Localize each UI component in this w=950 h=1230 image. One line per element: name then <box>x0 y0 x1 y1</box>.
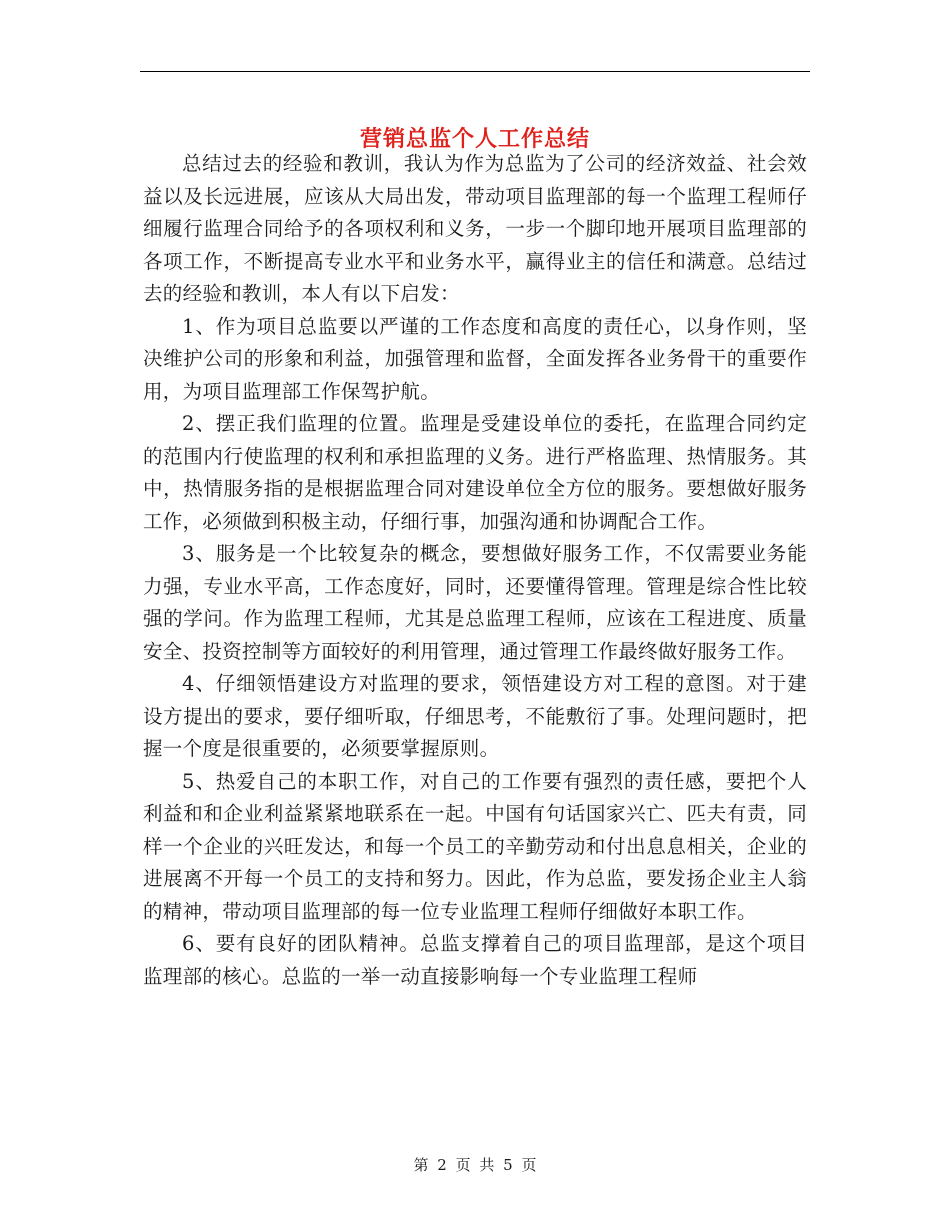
paragraph-point-6: 6、要有良好的团队精神。总监支撑着自己的项目监理部，是这个项目监理部的核心。总监的一举一动直接影响每一个专业监理工程师 <box>143 932 807 988</box>
paragraph-point-5: 5、热爱自己的本职工作，对自己的工作要有强烈的责任感，要把个人利益和和企业利益紧紧地联系在一起。中国有句话国家兴亡、匹夫有责，同样一个企业的兴旺发达，和每一个员工的辛勤劳动和付出息息相关，企业的进展离不开每一个员工的支持和努力。因此，作为总监，要发扬企业主人翁的精神，带动项目监理部的每一位专业监理工程师仔细做好本职工作。 <box>143 769 807 923</box>
paragraph-point-3: 3、服务是一个比较复杂的概念，要想做好服务工作，不仅需要业务能力强，专业水平高，工作态度好，同时，还要懂得管理。管理是综合性比较强的学问。作为监理工程师，尤其是总监理工程师，应该在工程进度、质量安全、投资控制等方面较好的利用管理，通过管理工作最终做好服务工作。 <box>143 542 807 663</box>
paragraph-point-1: 1、作为项目总监要以严谨的工作态度和高度的责任心，以身作则，坚决维护公司的形象和利益，加强管理和监督，全面发挥各业务骨干的重要作用，为项目监理部工作保驾护航。 <box>143 314 807 403</box>
paragraph-intro: 总结过去的经验和教训，我认为作为总监为了公司的经济效益、社会效益以及长远进展，应该从大局出发，带动项目监理部的每一个监理工程师仔细履行监理合同给予的各项权利和义务，一步一个脚印地开展项目监理部的各项工作，不断提高专业水平和业务水平，赢得业主的信任和满意。总结过去的经验和教训，本人有以下启发： <box>143 152 807 305</box>
document-title: 营销总监个人工作总结 <box>359 125 590 152</box>
page-number: 第 2 页 共 5 页 <box>413 1156 537 1174</box>
paragraph-point-4: 4、仔细领悟建设方对监理的要求，领悟建设方对工程的意图。对于建设方提出的要求，要仔细听取，仔细思考，不能敷衍了事。处理问题时，把握一个度是很重要的，必须要掌握原则。 <box>143 672 807 760</box>
paragraph-point-2: 2、摆正我们监理的位置。监理是受建设单位的委托，在监理合同约定的范围内行使监理的权利和承担监理的义务。进行严格监理、热情服务。其中，热情服务指的是根据监理合同对建设单位全方位的服务。要想做好服务工作，必须做到积极主动，仔细行事，加强沟通和协调配合工作。 <box>143 412 807 533</box>
header-rule <box>140 71 810 72</box>
document-body <box>143 148 807 993</box>
